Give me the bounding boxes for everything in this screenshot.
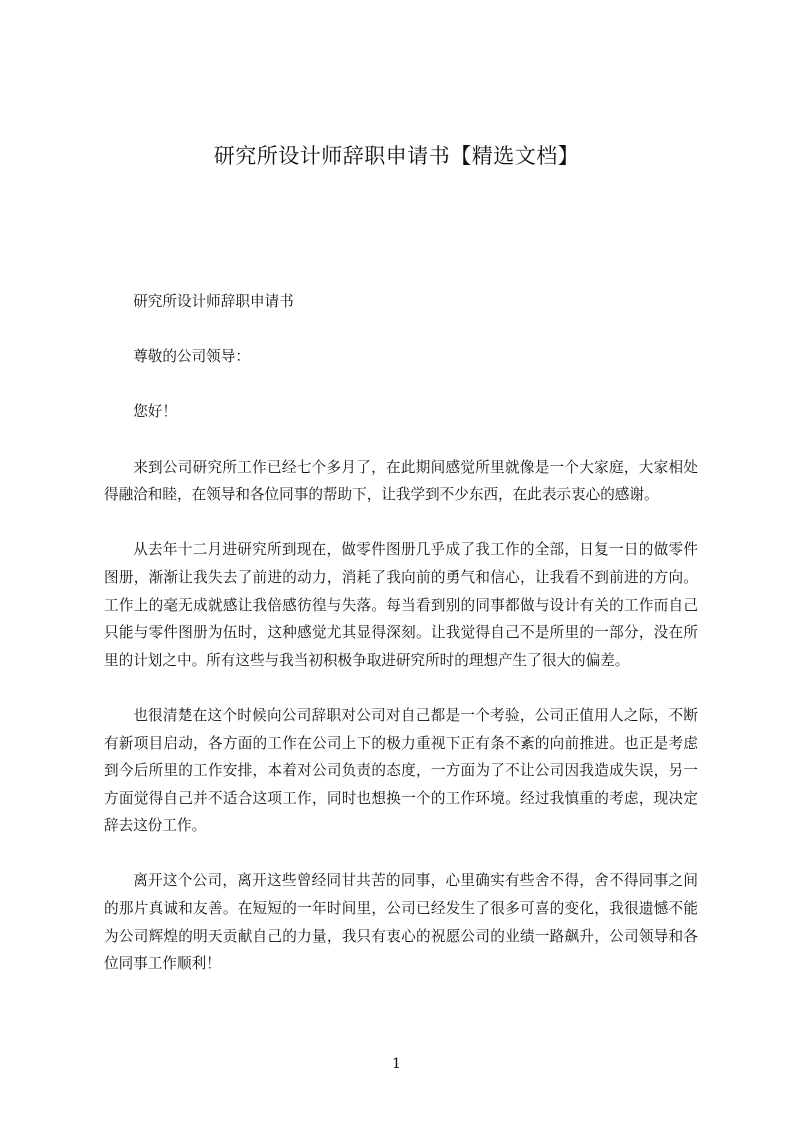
salutation: 尊敬的公司领导： — [133, 348, 250, 366]
paragraph-decision: 也很清楚在这个时候向公司辞职对公司对自己都是一个考验，公司正值用人之际，不断有新项目启动，各方面的工作在公司上下的极力重视下正有条不紊的向前推进。也正是考虑到今后所里的工作安排，本着对公司负责的态度，一方面为了不让公司因我造成失误，另一方面觉得自己并不适合这项工作，同时也想换一个的工作环境。经过我慎重的考虑，现决定辞去这份工作。 — [104, 706, 698, 835]
document-title: 研究所设计师辞职申请书【精选文档】 — [213, 144, 580, 168]
document-body — [104, 288, 698, 1005]
body-heading: 研究所设计师辞职申请书 — [133, 293, 294, 310]
paragraph-gratitude: 来到公司研究所工作已经七个多月了，在此期间感觉所里就像是一个大家庭，大家相处得融洽和睦，在领导和各位同事的帮助下，让我学到不少东西，在此表示衷心的感谢。 — [104, 458, 698, 504]
greeting: 您好！ — [133, 403, 177, 421]
paragraph-farewell: 离开这个公司，离开这些曾经同甘共苦的同事，心里确实有些舍不得，舍不得同事之间的那片真诚和友善。在短短的一年时间里，公司已经发生了很多可喜的变化，我很遗憾不能为公司辉煌的明天贡献自己的力量，我只有衷心的祝愿公司的业绩一路飙升，公司领导和各位同事工作顺利！ — [104, 872, 698, 973]
paragraph-reason: 从去年十二月进研究所到现在，做零件图册几乎成了我工作的全部，日复一日的做零件图册，渐渐让我失去了前进的动力，消耗了我向前的勇气和信心，让我看不到前进的方向。工作上的毫无成就感让我倍感彷徨与失落。每当看到别的同事都做与设计有关的工作而自己只能与零件图册为伍时，这种感觉尤其显得深刻。让我觉得自己不是所里的一部分，没在所里的计划之中。所有这些与我当初积极争取进研究所时的理想产生了很大的偏差。 — [104, 541, 698, 669]
page-number: 1 — [392, 1056, 401, 1072]
